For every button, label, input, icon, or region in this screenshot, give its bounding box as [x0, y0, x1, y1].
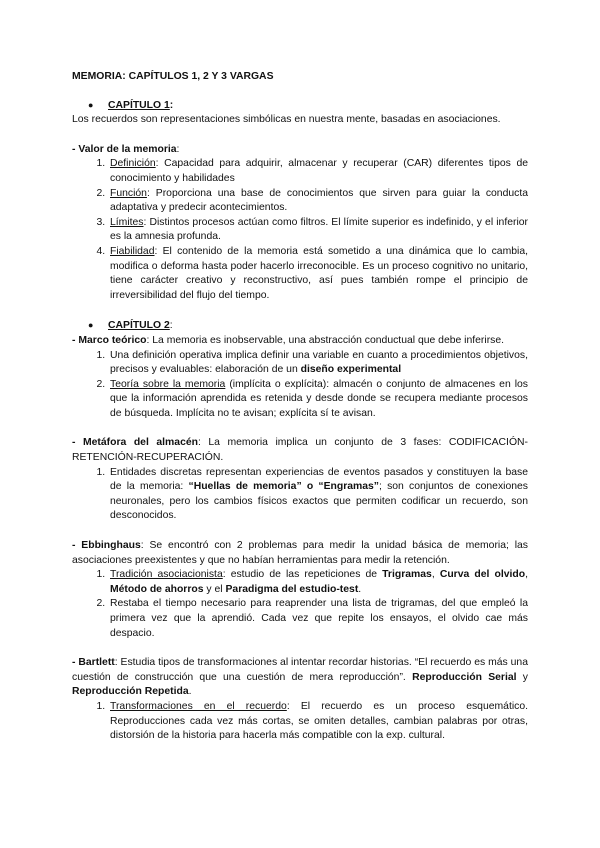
chapter-1-intro: Los recuerdos son representaciones simbólicas en nuestra mente, basadas en asociaciones. [72, 114, 501, 126]
bullet-icon: ● [88, 99, 94, 110]
list-item [108, 568, 528, 597]
chapter-1-colon: : [169, 99, 174, 111]
item-bold: “Huellas de memoria” o “Engramas” [188, 481, 380, 493]
item-bold: diseño experimental [300, 364, 402, 376]
list-item [108, 216, 528, 245]
item-term: Fiabilidad [110, 245, 155, 257]
item-bold: Paradigma del estudio-test [225, 583, 359, 595]
list-item [108, 597, 528, 641]
item-text: . [358, 583, 362, 595]
bartlett-heading: - Bartlett [72, 657, 115, 669]
item-text: ; son conjuntos de conexiones neuronales, pero los cambios físicos exactos que permiten codificar un recuerdo, son desconocidos. [110, 481, 528, 522]
item-bold: Trigramas [382, 569, 432, 581]
bartlett-list [72, 700, 528, 744]
valor-list [72, 157, 528, 303]
item-bold: Método de ahorros [110, 583, 204, 595]
item-term: Teoría sobre la memoria [110, 378, 226, 390]
bartlett-text: . [188, 686, 192, 698]
bullet-icon: ● [88, 320, 94, 331]
bartlett-text: y [516, 671, 529, 683]
item-text: , [431, 569, 440, 581]
ebbinghaus-paragraph [72, 539, 528, 568]
bartlett-paragraph [72, 656, 528, 700]
item-term: Función [110, 187, 147, 199]
list-item [108, 378, 528, 422]
item-text: : Distintos procesos actúan como filtros. El límite superior es indefinido, y el inferior es la amnesia profunda. [110, 216, 528, 243]
item-text: Una definición operativa implica definir una variable en cuanto a procedimientos objetivos, precisos y evaluables: elaboración de un [110, 349, 528, 376]
marco-paragraph [72, 334, 528, 349]
item-text: : El contenido de la memoria está sometido a una dinámica que lo cambia, modifica o deforma hasta poder hacerlo irreconocible. Es un proceso cognitivo no unitario, tiene carácter creativo y reconstructivo, así pues también rompe el principio de irreversibilidad del flujo del tiempo. [110, 245, 528, 301]
chapter-1-label: CAPÍTULO 1 [108, 99, 170, 111]
item-term: Tradición asociacionista [110, 569, 223, 581]
item-term: Definición [110, 158, 156, 170]
list-item [108, 349, 528, 378]
list-item [108, 157, 528, 186]
bartlett-bold: Reproducción Serial [412, 671, 517, 683]
item-bold: Curva del olvido [439, 569, 526, 581]
marco-text: : La memoria es inobservable, una abstracción conductual que debe inferirse. [146, 334, 505, 346]
chapter-2-colon: : [169, 320, 173, 332]
ebbinghaus-heading: - Ebbinghaus [72, 540, 141, 552]
item-text: y el [203, 583, 226, 595]
bartlett-text: : Estudia tipos de transformaciones al intentar recordar historias. “El recuerdo es más una cuestión de construcción que una cuestión de mera reproducción”. [72, 657, 528, 683]
ebbinghaus-list [72, 568, 528, 641]
item-text: , [525, 569, 528, 581]
valor-heading-colon: : [176, 143, 180, 155]
list-item [108, 700, 528, 744]
valor-heading [72, 143, 528, 158]
item-text: : Capacidad para adquirir, almacenar y recuperar (CAR) diferentes tipos de conocimiento y habilidades [110, 158, 528, 184]
item-text: Entidades discretas representan experiencias de eventos pasados y constituyen la base de la memoria: [110, 466, 528, 493]
chapter-2-label: CAPÍTULO 2 [108, 320, 170, 332]
item-text: : El recuerdo es un proceso esquemático. Reproducciones cada vez más cortas, se omiten detalles, cambian palabras por otras, distorsión de la historia para hacerla más compatible con la exp. cultural. [110, 700, 528, 742]
list-item [108, 245, 528, 303]
ebbinghaus-text: : Se encontró con 2 problemas para medir la unidad básica de memoria; las asociaciones preexistentes y que no habían herramientas para medir la retención. [72, 540, 528, 566]
metafora-paragraph [72, 436, 528, 465]
metafora-text: : La memoria implica un conjunto de 3 fases: CODIFICACIÓN-RETENCIÓN-RECUPERACIÓN. [72, 437, 528, 464]
chapter-2-heading [88, 318, 528, 334]
item-text: Restaba el tiempo necesario para reaprender una lista de trigramas, del que empleó la primera vez que la aprendió. Cada vez que repite los ensayos, el olvido cae más despacio. [110, 598, 528, 639]
marco-list [72, 349, 528, 422]
item-text: : Proporciona una base de conocimientos que sirven para guiar la conducta adaptativa y predecir acontecimientos. [110, 187, 528, 214]
item-text: (implícita o explícita): almacén o conjunto de almacenes en los que la información aprendida es retenida y desde donde se recupera mediante procesos de búsqueda. Implícita no te avisan; explícita sí te avisan. [110, 378, 528, 419]
list-item [108, 466, 528, 524]
marco-heading: - Marco teórico [72, 334, 147, 346]
item-term: Límites [110, 216, 144, 228]
chapter-1-heading [88, 98, 528, 114]
document-page [72, 70, 528, 744]
item-text: : estudio de las repeticiones de [222, 569, 383, 581]
valor-heading-label: - Valor de la memoria [72, 143, 177, 155]
document-title: MEMORIA: CAPÍTULOS 1, 2 Y 3 VARGAS [72, 71, 274, 82]
metafora-heading: - Metáfora del almacén [72, 437, 198, 449]
bartlett-bold: Reproducción Repetida [72, 686, 189, 698]
list-item [108, 187, 528, 216]
metafora-list [72, 466, 528, 524]
item-term: Transformaciones en el recuerdo [110, 700, 287, 712]
